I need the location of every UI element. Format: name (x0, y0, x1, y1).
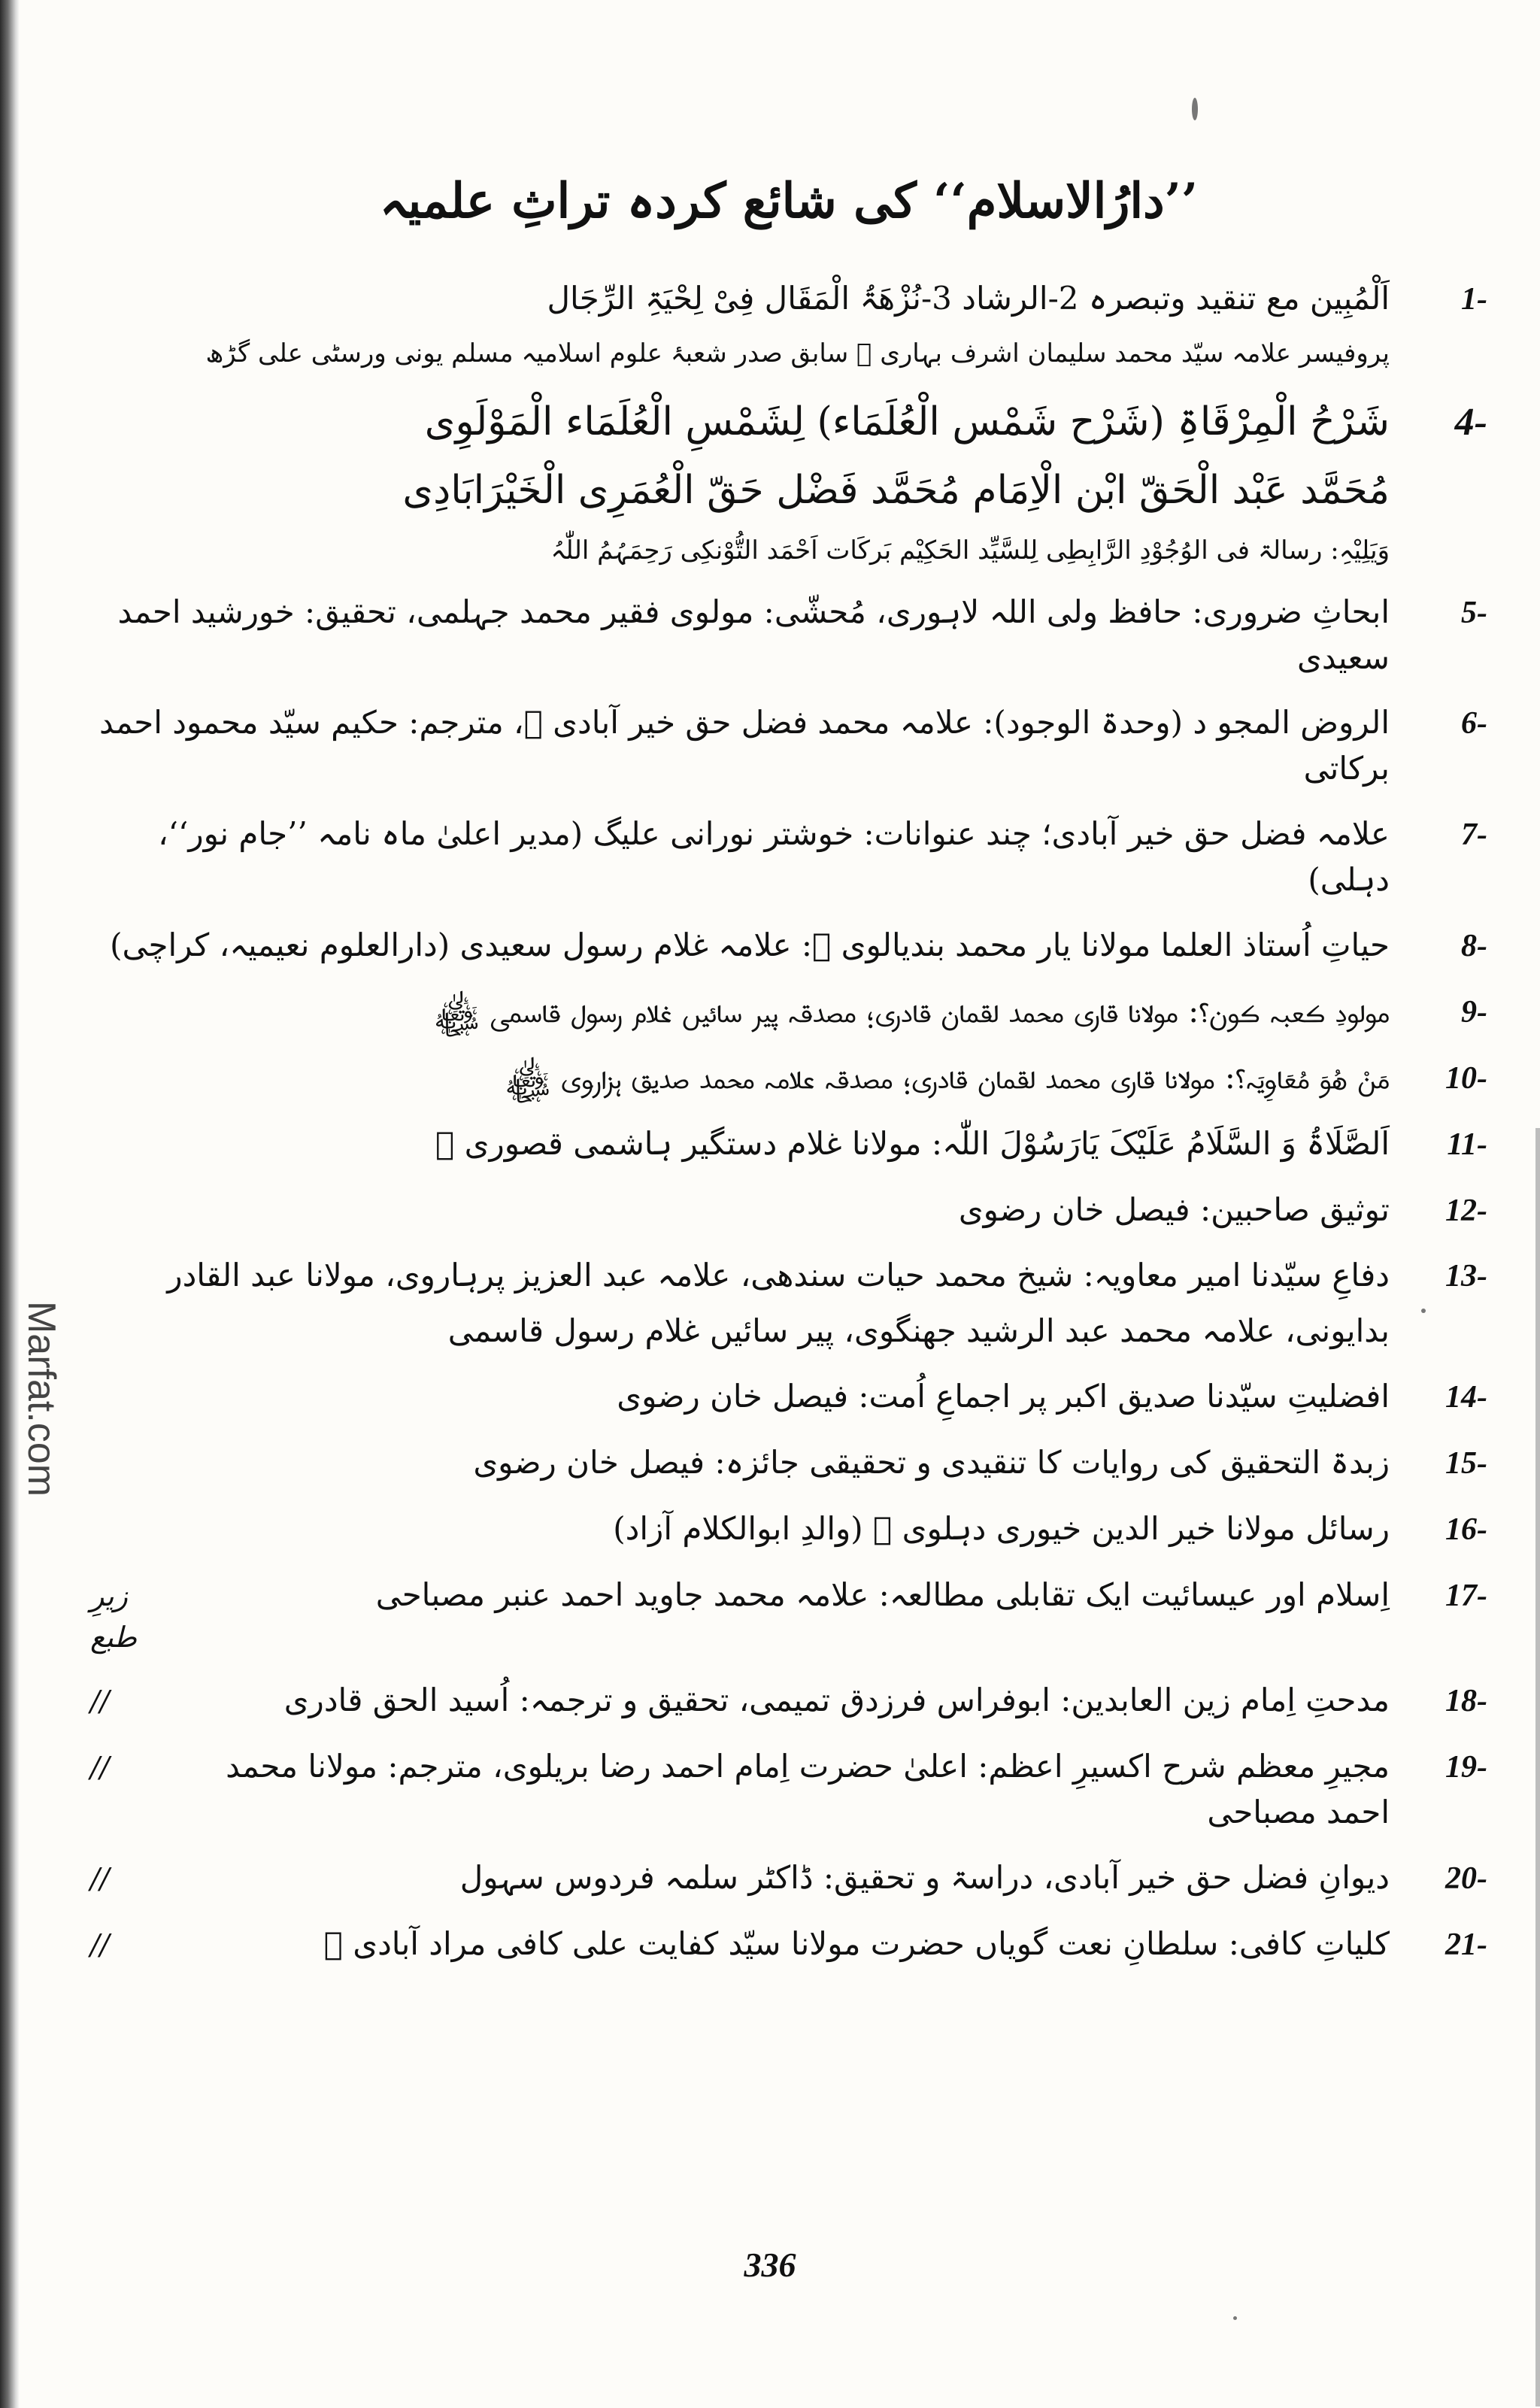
status-mark: زیرِ طبع (90, 1579, 137, 1654)
content-area (90, 173, 1487, 1988)
item-text: مَنْ ھُوَ مُعَاوِیَہ؟: مولانا قاری محمد لقمان قادری؛ مصدقہ علامہ محمد صدیق ہزاروی ﷾ (505, 1058, 1390, 1096)
item-text: مجیرِ معظم شرح اکسیرِ اعظم: اعلیٰ حضرت اِمام احمد رضا بریلوی، مترجم: مولانا محمد احمد مصباحی (226, 1748, 1390, 1830)
item-number: -15 (1445, 1446, 1487, 1481)
list-item (90, 1921, 1487, 1968)
item-subtext: پروفیسر علامہ سیّد محمد سلیمان اشرف بہاری ﷫ سابق صدر شعبۂ علوم اسلامیہ مسلم یونی ورسٹی علی گڑھ (205, 338, 1390, 368)
status-mark: // (90, 1861, 110, 1895)
item-number: -13 (1445, 1259, 1487, 1294)
item-number: -5 (1461, 595, 1487, 630)
list-item (90, 1187, 1487, 1234)
item-text: ابحاثِ ضروری: حافظ ولی اللہ لاہوری، مُحشّی: مولوی فقیر محمد جہلمی، تحقیق: خورشید احمد سعیدی (117, 593, 1390, 676)
watermark (15, 1241, 68, 1557)
item-number: -20 (1445, 1861, 1487, 1896)
item-text: حیاتِ اُستاذ العلما مولانا یار محمد بندیالوی ﷫: علامہ غلام رسول سعیدی (دارالعلوم نعیمیہ، کراچی) (110, 927, 1390, 964)
list-item (90, 989, 1487, 1036)
status-mark: // (90, 1685, 110, 1718)
item-text: افضلیتِ سیّدنا صدیق اکبر پر اجماعِ اُمت: فیصل خان رضوی (617, 1378, 1390, 1415)
list-item (90, 923, 1487, 969)
status-mark: // (90, 1751, 110, 1785)
list-item (90, 590, 1487, 681)
list-item (90, 811, 1487, 903)
list-item (90, 1744, 1487, 1836)
item-text: کلیاتِ کافی: سلطانِ نعت گویاں حضرت مولانا سیّد کفایت علی کافی مراد آبادی ﷫ (323, 1924, 1390, 1962)
item-subtext: وَیَلِیْہِ: رسالۃ فی الوُجُوْدِ الرَّابِطِی لِلسَّیِّد الحَکِیْم بَرکَات اَحْمَد التُّوْنکِی رَحِمَہُمُ اللّٰہُ (550, 535, 1390, 566)
item-text: مدحتِ اِمام زین العابدین: ابوفراس فرزدق تمیمی، تحقیق و ترجمہ: اُسید الحق قادری (283, 1682, 1390, 1719)
item-number: -9 (1461, 994, 1487, 1030)
page-edge-right (1535, 1128, 1540, 2406)
page-title: ’’دارُالاسلام‘‘ کی شائع کردہ تراثِ علمیہ (379, 173, 1199, 229)
list-item (90, 1572, 1487, 1658)
item-text: مولودِ کعبہ کون؟: مولانا قاری محمد لقمان قادری؛ مصدقہ پیر سائیں غلام رسول قاسمی ﷾ (433, 992, 1390, 1030)
list-item (90, 1855, 1487, 1902)
list-item (90, 1374, 1487, 1421)
item-text: علامہ فضل حق خیر آبادی؛ چند عنوانات: خوشتر نورانی علیگ (مدیر اعلیٰ ماہ نامہ ’’جام نور‘‘، دہلی) (158, 815, 1390, 899)
item-number: -19 (1445, 1750, 1487, 1785)
item-number: -7 (1461, 817, 1487, 853)
item-number: -18 (1445, 1684, 1487, 1719)
status-mark: // (90, 1927, 110, 1961)
item-text: رسائل مولانا خیر الدین خیوری دہلوی ﷫ (والدِ ابوالکلام آزاد) (613, 1510, 1390, 1548)
item-text: توثیق صاحبین: فیصل خان رضوی (958, 1190, 1390, 1228)
item-number: -12 (1445, 1193, 1487, 1228)
item-number: -14 (1445, 1380, 1487, 1415)
list-item (90, 1253, 1487, 1300)
item-number: -21 (1445, 1927, 1487, 1962)
scan-speck (1192, 98, 1198, 120)
item-text: الروض المجو د (وحدۃ الوجود): علامہ محمد فضل حق خیر آبادی ﷫، مترجم: حکیم سیّد محمود احمد برکاتی (99, 704, 1390, 787)
list-item (90, 1055, 1487, 1102)
item-number: -1 (1461, 281, 1487, 317)
item-number: -4 (1454, 400, 1487, 444)
item-text: دیوانِ فضل حق خیر آبادی، دراسۃ و تحقیق: ڈاکٹر سلمہ فردوس سہول (459, 1858, 1390, 1896)
item-text: دفاعِ سیّدنا امیر معاویہ: شیخ محمد حیات سندھی، علامہ عبد العزیز پرہاروی، مولانا عبد القادر (167, 1257, 1390, 1294)
watermark-text: Marfat.com (20, 1300, 63, 1497)
list-item (90, 393, 1487, 452)
item-continuation: بدایونی، علامہ محمد عبد الرشید جھنگوی، پیر سائیں غلام رسول قاسمی (447, 1312, 1390, 1350)
item-text: اِسلام اور عیسائیت ایک تقابلی مطالعہ: علامہ محمد جاوید احمد عنبر مصباحی (375, 1576, 1390, 1613)
page-number: 336 (744, 2246, 796, 2284)
list-item (90, 1506, 1487, 1553)
list-item (90, 276, 1487, 323)
item-text: اَلصَّلَاۃُ وَ السَّلَامُ عَلَیْکَ یَارَسُوْلَ اللّٰہ: مولانا غلام دستگیر ہاشمی قصوری ﷫ (435, 1124, 1390, 1162)
item-continuation: مُحَمَّد عَبْد الْحَقّ ابْن الْاِمَام مُحَمَّد فَضْل حَقّ الْعُمَرِی الْخَیْرَابَادِی (402, 467, 1390, 513)
item-number: -11 (1447, 1127, 1487, 1162)
item-text: شَرْحُ الْمِرْقَاۃِ (شَرْح شَمْس الْعُلَمَاء) لِشَمْسِ الْعُلَمَاء الْمَوْلَوِی (424, 399, 1390, 444)
list-item (90, 1121, 1487, 1168)
list-item (90, 1440, 1487, 1487)
list-item (90, 1678, 1487, 1724)
item-number: -8 (1461, 929, 1487, 964)
scan-speck (1233, 2316, 1237, 2320)
list-item (90, 700, 1487, 792)
item-text: اَلْمُبِین مع تنقید وتبصرہ 2-الرشاد 3-نُزْھَۃُ الْمَقَال فِیْ لِحْیَۃِ الرِّجَال (547, 279, 1390, 317)
item-number: -16 (1445, 1512, 1487, 1548)
item-number: -6 (1461, 706, 1487, 742)
item-text: زبدۃ التحقیق کی روایات کا تنقیدی و تحقیقی جائزہ: فیصل خان رضوی (473, 1444, 1390, 1481)
item-number: -10 (1445, 1060, 1487, 1096)
binding-shadow-left (0, 0, 20, 2408)
item-number: -17 (1445, 1578, 1487, 1613)
